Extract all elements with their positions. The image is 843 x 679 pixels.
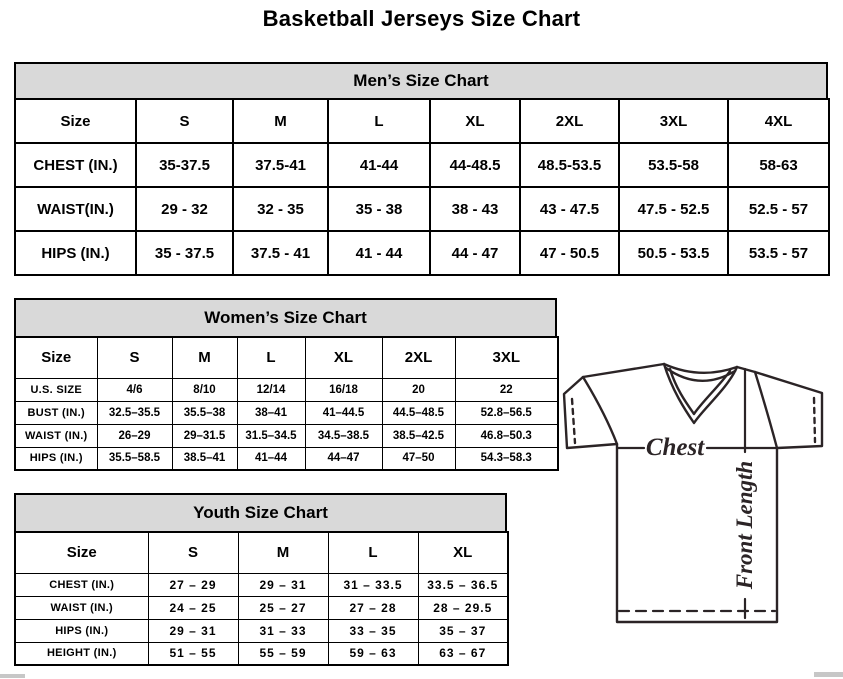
measurement-value-cell: 59 – 63	[328, 642, 418, 665]
measurement-value-cell: 50.5 - 53.5	[619, 231, 728, 275]
measurement-value-cell: 41–44.5	[305, 401, 382, 424]
measurement-value-cell: 54.3–58.3	[455, 447, 558, 470]
size-column-header: 3XL	[619, 99, 728, 143]
mens-size-chart	[14, 62, 828, 276]
measurement-row	[15, 619, 508, 642]
right-cuff-stitch-line	[814, 398, 815, 442]
chest-measure-label: Chest	[645, 434, 705, 461]
measurement-value-cell: 48.5-53.5	[520, 143, 619, 187]
measurement-value-cell: 37.5-41	[233, 143, 328, 187]
measurement-row	[15, 642, 508, 665]
measurement-value-cell: 28 – 29.5	[418, 596, 508, 619]
measurement-value-cell: 32 - 35	[233, 187, 328, 231]
measurement-row-label: WAIST (IN.)	[15, 424, 97, 447]
youth-size-table	[14, 531, 509, 666]
measurement-value-cell: 27 – 29	[148, 573, 238, 596]
size-column-header: XL	[430, 99, 520, 143]
jersey-diagram-svg	[557, 359, 843, 671]
measurement-value-cell: 29 – 31	[238, 573, 328, 596]
measurement-value-cell: 31 – 33.5	[328, 573, 418, 596]
measurement-value-cell: 32.5–35.5	[97, 401, 172, 424]
measurement-row-label: BUST (IN.)	[15, 401, 97, 424]
size-header-cell: Size	[15, 337, 97, 378]
measurement-value-cell: 63 – 67	[418, 642, 508, 665]
measurement-value-cell: 37.5 - 41	[233, 231, 328, 275]
size-header-row	[15, 532, 508, 573]
measurement-row	[15, 231, 829, 275]
womens-size-table	[14, 336, 559, 471]
measurement-value-cell: 38 - 43	[430, 187, 520, 231]
measurement-value-cell: 26–29	[97, 424, 172, 447]
measurement-value-cell: 44.5–48.5	[382, 401, 455, 424]
measurement-value-cell: 22	[455, 378, 558, 401]
mens-size-table	[14, 98, 830, 276]
measurement-value-cell: 43 - 47.5	[520, 187, 619, 231]
measurement-row	[15, 401, 558, 424]
measurement-row-label: CHEST (IN.)	[15, 143, 136, 187]
size-column-header: 4XL	[728, 99, 829, 143]
size-header-cell: Size	[15, 99, 136, 143]
womens-chart-caption: Women’s Size Chart	[14, 298, 557, 338]
size-column-header: 2XL	[382, 337, 455, 378]
measurement-value-cell: 44 - 47	[430, 231, 520, 275]
measurement-row	[15, 573, 508, 596]
measurement-value-cell: 38.5–42.5	[382, 424, 455, 447]
size-column-header: XL	[418, 532, 508, 573]
measurement-value-cell: 38–41	[237, 401, 305, 424]
size-column-header: L	[328, 99, 430, 143]
left-cuff-stitch-line	[572, 399, 575, 443]
size-header-cell: Size	[15, 532, 148, 573]
measurement-row-label: WAIST(IN.)	[15, 187, 136, 231]
size-column-header: XL	[305, 337, 382, 378]
front-length-measure-label: Front Length	[732, 460, 757, 590]
measurement-value-cell: 31 – 33	[238, 619, 328, 642]
size-column-header: M	[172, 337, 237, 378]
measurement-value-cell: 46.8–50.3	[455, 424, 558, 447]
measurement-value-cell: 25 – 27	[238, 596, 328, 619]
measurement-row-label: HIPS (IN.)	[15, 447, 97, 470]
measurement-value-cell: 33.5 – 36.5	[418, 573, 508, 596]
measurement-row	[15, 447, 558, 470]
measurement-row-label: CHEST (IN.)	[15, 573, 148, 596]
measurement-value-cell: 33 – 35	[328, 619, 418, 642]
size-column-header: 3XL	[455, 337, 558, 378]
measurement-value-cell: 8/10	[172, 378, 237, 401]
measurement-value-cell: 35.5–58.5	[97, 447, 172, 470]
measurement-row-label: U.S. SIZE	[15, 378, 97, 401]
measurement-value-cell: 29 – 31	[148, 619, 238, 642]
size-header-row	[15, 99, 829, 143]
measurement-value-cell: 34.5–38.5	[305, 424, 382, 447]
measurement-value-cell: 53.5 - 57	[728, 231, 829, 275]
measurement-value-cell: 4/6	[97, 378, 172, 401]
measurement-value-cell: 31.5–34.5	[237, 424, 305, 447]
collar-back-arc-outer	[664, 364, 737, 373]
measurement-row-label: HEIGHT (IN.)	[15, 642, 148, 665]
measurement-value-cell: 52.5 - 57	[728, 187, 829, 231]
womens-size-chart	[14, 298, 557, 471]
measurement-value-cell: 44-48.5	[430, 143, 520, 187]
measurement-value-cell: 58-63	[728, 143, 829, 187]
measurement-value-cell: 29 - 32	[136, 187, 233, 231]
size-column-header: S	[97, 337, 172, 378]
measurement-value-cell: 16/18	[305, 378, 382, 401]
measurement-row	[15, 143, 829, 187]
scrollbar-fragment-right	[814, 672, 843, 677]
measurement-row-label: HIPS (IN.)	[15, 619, 148, 642]
youth-chart-caption: Youth Size Chart	[14, 493, 507, 533]
measurement-value-cell: 35-37.5	[136, 143, 233, 187]
measurement-value-cell: 35 - 37.5	[136, 231, 233, 275]
size-column-header: S	[148, 532, 238, 573]
mens-chart-caption: Men’s Size Chart	[14, 62, 828, 100]
size-header-row	[15, 337, 558, 378]
measurement-value-cell: 41 - 44	[328, 231, 430, 275]
youth-size-chart	[14, 493, 507, 666]
measurement-value-cell: 41–44	[237, 447, 305, 470]
measurement-value-cell: 41-44	[328, 143, 430, 187]
size-column-header: L	[328, 532, 418, 573]
jersey-measurement-diagram	[557, 359, 843, 671]
measurement-value-cell: 55 – 59	[238, 642, 328, 665]
measurement-row	[15, 424, 558, 447]
measurement-row	[15, 378, 558, 401]
measurement-value-cell: 53.5-58	[619, 143, 728, 187]
measurement-row	[15, 596, 508, 619]
size-column-header: M	[238, 532, 328, 573]
measurement-value-cell: 12/14	[237, 378, 305, 401]
measurement-value-cell: 24 – 25	[148, 596, 238, 619]
measurement-value-cell: 38.5–41	[172, 447, 237, 470]
measurement-value-cell: 44–47	[305, 447, 382, 470]
measurement-value-cell: 52.8–56.5	[455, 401, 558, 424]
scrollbar-fragment-left	[0, 674, 25, 678]
measurement-value-cell: 29–31.5	[172, 424, 237, 447]
measurement-value-cell: 51 – 55	[148, 642, 238, 665]
size-column-header: L	[237, 337, 305, 378]
right-armhole-seam	[755, 372, 777, 448]
left-armhole-seam	[583, 377, 617, 444]
measurement-row	[15, 187, 829, 231]
measurement-value-cell: 35 – 37	[418, 619, 508, 642]
measurement-value-cell: 20	[382, 378, 455, 401]
jersey-outline	[564, 364, 822, 622]
measurement-value-cell: 47 - 50.5	[520, 231, 619, 275]
size-column-header: 2XL	[520, 99, 619, 143]
size-column-header: S	[136, 99, 233, 143]
measurement-row-label: WAIST (IN.)	[15, 596, 148, 619]
measurement-value-cell: 47.5 - 52.5	[619, 187, 728, 231]
measurement-value-cell: 35 - 38	[328, 187, 430, 231]
measurement-row-label: HIPS (IN.)	[15, 231, 136, 275]
measurement-value-cell: 27 – 28	[328, 596, 418, 619]
measurement-value-cell: 47–50	[382, 447, 455, 470]
measurement-value-cell: 35.5–38	[172, 401, 237, 424]
page-title: Basketball Jerseys Size Chart	[262, 6, 581, 31]
size-column-header: M	[233, 99, 328, 143]
